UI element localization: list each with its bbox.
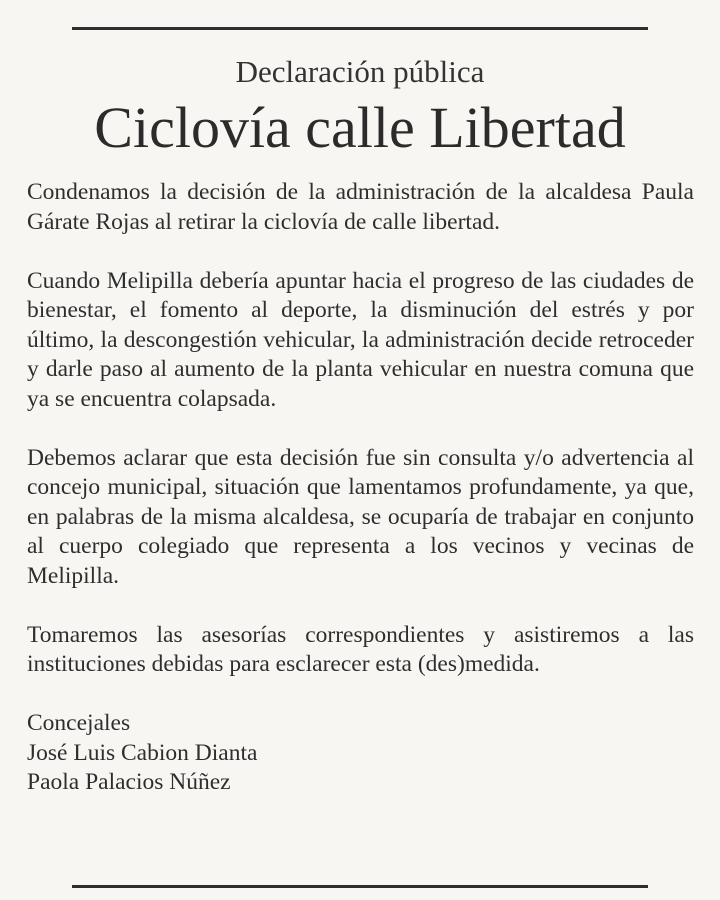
- document-title: Ciclovía calle Libertad: [94, 95, 626, 160]
- signature-role: Concejales: [27, 710, 131, 736]
- top-divider: [72, 27, 648, 30]
- signature-name-2: Paola Palacios Núñez: [27, 769, 231, 795]
- signature-block: [27, 709, 694, 798]
- paragraph-1: Condenamos la decisión de la administración de la alcaldesa Paula Gárate Rojas al retirar la ciclovía de calle libertad.: [27, 179, 694, 235]
- paragraph-4: Tomaremos las asesorías correspondientes y asistiremos a las instituciones debidas para esclarecer esta (des)medida.: [27, 621, 694, 677]
- paragraph-2: Cuando Melipilla debería apuntar hacia el progreso de las ciudades de bienestar, el fomento al deporte, la disminución del estrés y por último, la descongestión vehicular, la administración decide retroceder y darle paso al aumento de la planta vehicular en nuestra comuna que ya se encuentra colapsada.: [27, 267, 694, 412]
- bottom-divider: [72, 885, 648, 888]
- paragraph-3: Debemos aclarar que esta decisión fue sin consulta y/o advertencia al concejo municipal, situación que lamentamos profundamente, ya que, en palabras de la misma alcaldesa, se ocuparía de trabajar en conjunto al cuerpo colegiado que representa a los vecinos y vecinas de Melipilla.: [27, 444, 694, 589]
- document-subtitle: Declaración pública: [235, 54, 485, 89]
- signature-name-1: José Luis Cabion Dianta: [27, 739, 258, 766]
- statement-body: [27, 178, 694, 798]
